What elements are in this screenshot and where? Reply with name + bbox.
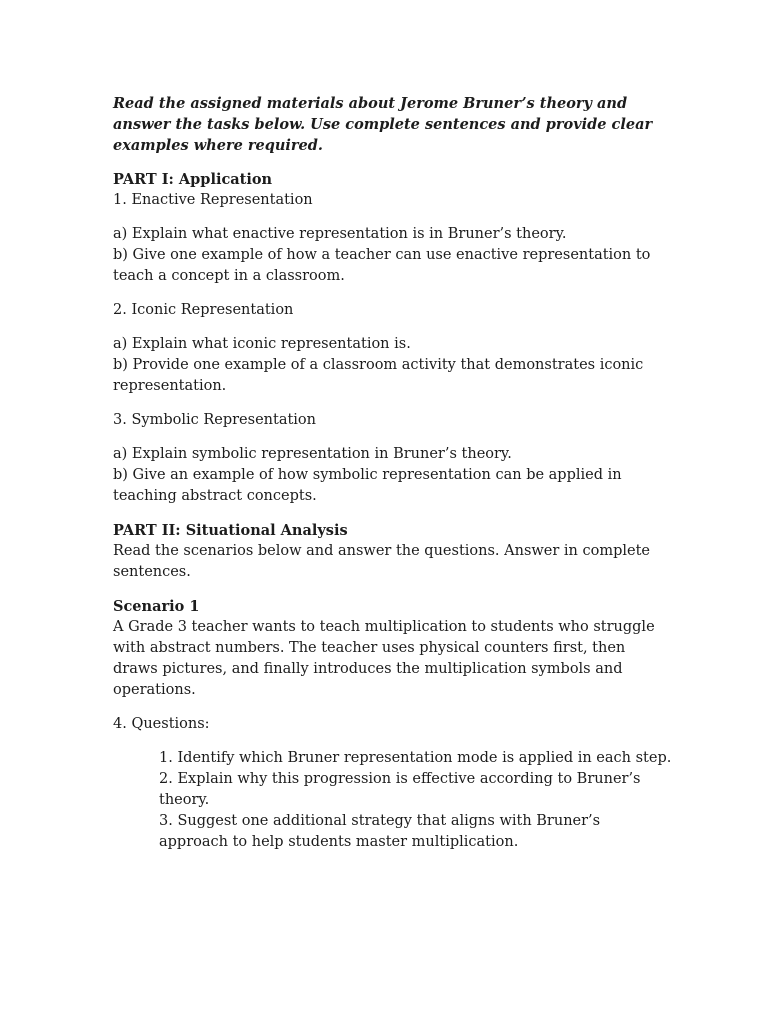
item3-question-a: a) Explain symbolic representation in Bruner’s theory. (113, 446, 512, 462)
questions-label: 4. Questions: (113, 716, 210, 732)
item3-question-b: b) Give an example of how symbolic representation can be applied in teaching abstract concepts. (113, 467, 622, 504)
item2-title: 2. Iconic Representation (113, 302, 294, 318)
question-item: 2. Explain why this progression is effective according to Bruner’s theory. (159, 771, 641, 808)
item1-question-b: b) Give one example of how a teacher can use enactive representation to teach a concept in a classroom. (113, 247, 651, 284)
item2-question-a: a) Explain what iconic representation is. (113, 336, 411, 352)
item2-question-b: b) Provide one example of a classroom activity that demonstrates iconic representation. (113, 357, 644, 394)
question-item: 3. Suggest one additional strategy that aligns with Bruner’s approach to help students master multiplication. (159, 813, 601, 850)
scenario-text: A Grade 3 teacher wants to teach multiplication to students who struggle with abstract numbers. The teacher uses physical counters first, then draws pictures, and finally introduces the multiplication symbols and operations. (113, 619, 655, 698)
part1-heading: PART I: Application (113, 171, 273, 188)
item1-question-a: a) Explain what enactive representation is in Bruner’s theory. (113, 226, 567, 242)
part2-heading: PART II: Situational Analysis (113, 522, 348, 539)
scenario-title: Scenario 1 (113, 598, 200, 615)
question-item: 1. Identify which Bruner representation mode is applied in each step. (159, 750, 672, 766)
item3-title: 3. Symbolic Representation (113, 412, 316, 428)
instructions-text: Read the assigned materials about Jerome Bruner’s theory and answer the tasks below. Use complete sentences and provide clear examples where required. (113, 95, 653, 154)
part2-intro: Read the scenarios below and answer the questions. Answer in complete sentences. (113, 543, 651, 580)
item1-title: 1. Enactive Representation (113, 192, 313, 208)
document-page (113, 93, 673, 853)
questions-list (159, 748, 673, 853)
